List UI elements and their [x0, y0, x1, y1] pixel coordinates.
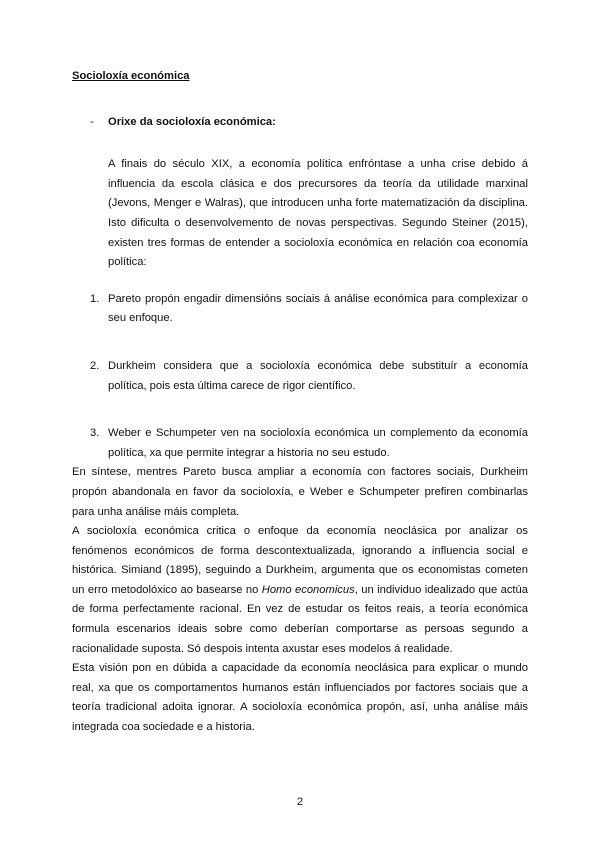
- homo-economicus-term: Homo economicus: [261, 583, 355, 596]
- list-number: 2.: [90, 359, 100, 372]
- summary-paragraph: En síntese, mentres Pareto busca ampliar a economía con factores sociais, Durkheim propón abandonala en favor da socioloxía, e Weber e Schumpeter prefiren combinarlas para unha análise máis completa.: [72, 466, 528, 518]
- critique-paragraph: [72, 522, 528, 659]
- list-number: 1.: [90, 292, 100, 305]
- subsection-title: Orixe da socioloxía económica:: [108, 115, 276, 128]
- list-text: Durkheim considera que a socioloxía económica debe substituír a economía política, pois esta última carece de rigor científico.: [108, 359, 528, 392]
- section-title: Socioloxía económica: [72, 70, 190, 82]
- intro-paragraph: A finais do século XIX, a economía política enfróntase a unha crise debido á influencia da escola clásica e dos precursores da teoría da utilidade marxinal (Jevons, Menger e Walras), que introducen unha forte matematización da disciplina. Isto dificulta o desenvolvemento de novas perspectivas. Segundo Steiner (2015), existen tres formas de entender a socioloxía económica en relación coa economía política:: [108, 158, 528, 269]
- list-text: Weber e Schumpeter ven na socioloxía económica un complemento da economía política, xa que permite integrar a historia no seu estudo.: [108, 427, 528, 459]
- critique-text-end: , un individuo idealizado que actúa de forma perfectamente racional. En vez de estudar os feitos reais, a teoría económica formula escenarios ideais sobre como deberían comportarse as persoas segundo a racionalidade suposta. Só despois intenta axustar eses modelos á realidade.: [72, 583, 528, 655]
- subsection-heading: [90, 113, 528, 133]
- page-number: 2: [296, 796, 304, 808]
- list-item: [90, 357, 528, 396]
- document-page: [72, 67, 528, 738]
- numbered-list: [72, 290, 528, 464]
- list-text: Pareto propón engadir dimensións sociais á análise económica para complexizar o seu enfoque.: [108, 292, 528, 325]
- conclusion-paragraph: Esta visión pon en dúbida a capacidade da economía neoclásica para explicar o mundo real, xa que os comportamentos humanos están influenciados por factores sociais que a teoría tradicional adoita ignorar. A socioloxía económica propón, así, unha análise máis integrada coa sociedade e a historia.: [72, 662, 528, 734]
- list-item: [90, 424, 528, 463]
- bullet-dash: -: [90, 115, 94, 128]
- list-number: 3.: [90, 427, 100, 440]
- list-item: [90, 290, 528, 329]
- critique-text-start: A socioloxía económica critica o enfoque da economía neoclásica por analizar os fenómenos económicos de forma descontextualizada, ignorando a influencia social e histórica. Simiand (1895), seguindo a Durkheim, argumenta que os economistas cometen un erro metodolóxico ao basearse no: [72, 525, 528, 596]
